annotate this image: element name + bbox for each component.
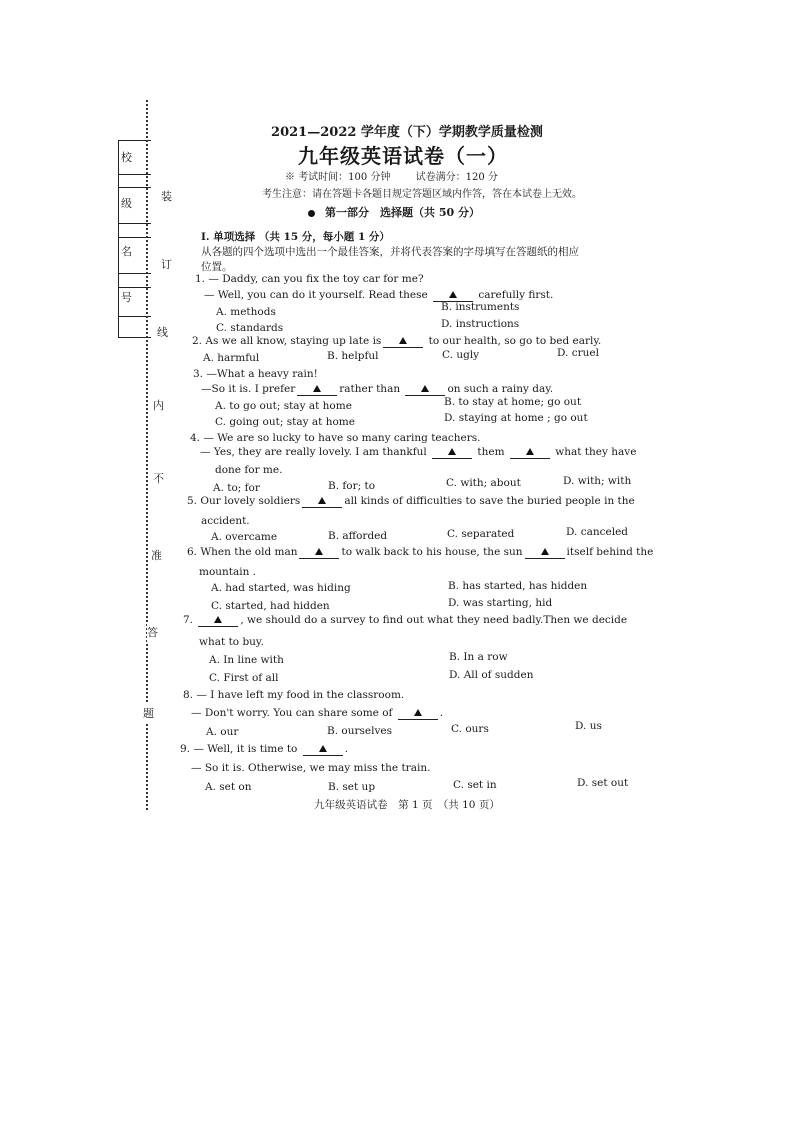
question-7-option-b: B. In a row <box>449 651 508 663</box>
page-footer: 九年级英语试卷 第 1 页 （共 10 页） <box>314 799 500 811</box>
triangle-icon <box>526 448 534 455</box>
question-4-stem <box>215 464 282 476</box>
stem-text: rather than <box>339 383 404 395</box>
binding-char: 订 <box>161 254 172 274</box>
stem-text: to walk back to his house, the sun <box>341 546 523 558</box>
triangle-icon <box>315 548 323 555</box>
section-instruction: 位置。 <box>201 261 233 273</box>
question-8-option-d: D. us <box>575 720 602 732</box>
stem-text: — Yes, they are really lovely. I am thankful <box>200 446 431 458</box>
answer-blank <box>297 385 337 396</box>
info-label-name: 名 <box>121 245 132 258</box>
stem-text: itself behind the <box>566 546 654 558</box>
question-3-option-a: A. to go out; stay at home <box>215 400 352 412</box>
stem-text: — So it is. Otherwise, we may miss the train. <box>191 762 431 774</box>
info-label-school: 校 <box>121 151 132 164</box>
triangle-icon <box>319 745 327 752</box>
question-6-option-c: C. started, had hidden <box>211 600 330 612</box>
binding-char: 装 <box>161 186 172 206</box>
question-7-option-c: C. First of all <box>209 672 279 684</box>
binding-char: 不 <box>153 468 164 488</box>
question-3-stem <box>201 383 553 396</box>
part-title: 第一部分 选择题（共 50 分） <box>325 206 480 219</box>
stem-text: done for me. <box>215 464 283 476</box>
question-3-stem <box>193 368 318 380</box>
question-1-stem <box>195 273 424 285</box>
info-label-number: 号 <box>121 291 132 304</box>
question-1-option-a: A. methods <box>216 306 276 318</box>
triangle-icon <box>318 497 326 504</box>
question-9-option-b: B. set up <box>328 781 376 793</box>
question-7-stem <box>199 636 264 648</box>
question-4-option-c: C. with; about <box>446 477 521 489</box>
question-3-option-b: B. to stay at home; go out <box>444 396 582 408</box>
triangle-icon <box>414 709 422 716</box>
question-2-stem <box>192 335 601 348</box>
stem-text: 7. <box>183 614 197 626</box>
binding-char: 内 <box>153 395 164 415</box>
question-9-option-d: D. set out <box>577 777 629 789</box>
question-9-option-c: C. set in <box>453 779 497 791</box>
question-1-option-b: B. instruments <box>441 301 520 313</box>
section-instruction: 从各题的四个选项中选出一个最佳答案，并将代表答案的字母填写在答题纸的相应 <box>201 246 579 258</box>
stem-text: 1. — Daddy, can you fix the toy car for me? <box>195 273 424 285</box>
question-4-option-d: D. with; with <box>563 475 632 487</box>
stem-text: — Don't worry. You can share some of <box>191 707 396 719</box>
question-1-option-c: C. standards <box>216 322 284 334</box>
question-5-stem <box>187 495 635 508</box>
stem-text: , we should do a survey to find out what they need badly.Then we decide <box>240 614 628 626</box>
question-8-option-b: B. ourselves <box>327 725 392 737</box>
stem-text: . <box>439 707 444 719</box>
question-8-stem <box>191 707 443 720</box>
stem-text: 9. — Well, it is time to <box>180 743 301 755</box>
question-7-option-d: D. All of sudden <box>449 669 534 681</box>
exam-title: 九年级英语试卷（一） <box>298 144 508 168</box>
binding-char: 答 <box>147 622 158 642</box>
exam-time: ※ 考试时间：100 分钟 <box>285 172 391 183</box>
question-5-option-d: D. canceled <box>566 526 629 538</box>
question-2-option-d: D. cruel <box>557 347 599 359</box>
question-4-stem <box>190 432 481 444</box>
triangle-icon <box>541 548 549 555</box>
question-9-option-a: A. set on <box>205 781 252 793</box>
question-4-option-b: B. for; to <box>328 480 376 492</box>
stem-text: mountain . <box>199 566 257 578</box>
question-2-option-b: B. helpful <box>327 350 379 362</box>
binding-char: 准 <box>151 545 162 565</box>
stem-text: 8. — I have left my food in the classroom. <box>183 689 405 701</box>
binding-char: 线 <box>157 322 168 342</box>
question-9-stem <box>191 762 430 774</box>
question-6-option-b: B. has started, has hidden <box>448 580 588 592</box>
question-6-option-d: D. was starting, hid <box>448 597 553 609</box>
triangle-icon <box>313 385 321 392</box>
answer-blank <box>383 337 423 348</box>
stem-text: to our health, so go to bed early. <box>425 335 602 347</box>
question-6-option-a: A. had started, was hiding <box>211 582 351 594</box>
stem-text: accident. <box>201 515 250 527</box>
triangle-icon <box>214 616 222 623</box>
answer-blank <box>510 448 550 459</box>
question-2-option-a: A. harmful <box>203 352 260 364</box>
question-2-option-c: C. ugly <box>442 349 480 361</box>
triangle-icon <box>449 291 457 298</box>
stem-text: 3. —What a heavy rain! <box>193 368 318 380</box>
question-4-stem <box>200 446 636 459</box>
question-9-stem <box>180 743 348 756</box>
stem-text: 6. When the old man <box>187 546 298 558</box>
answer-blank <box>303 745 343 756</box>
question-7-stem <box>183 614 627 627</box>
answer-blank <box>302 497 342 508</box>
stem-text: what they have <box>551 446 637 458</box>
question-7-option-a: A. In line with <box>209 654 284 666</box>
triangle-icon <box>448 448 456 455</box>
question-4-option-a: A. to; for <box>213 482 260 494</box>
triangle-icon <box>421 385 429 392</box>
question-3-option-c: C. going out; stay at home <box>215 416 355 428</box>
answer-blank <box>299 548 339 559</box>
question-3-option-d: D. staying at home ; go out <box>444 412 588 424</box>
answer-blank <box>198 616 238 627</box>
answer-blank <box>525 548 565 559</box>
exam-meta <box>285 168 520 183</box>
bullet-icon <box>308 210 315 217</box>
question-8-stem <box>183 689 404 701</box>
stem-text: them <box>474 446 508 458</box>
answer-blank <box>432 448 472 459</box>
question-6-stem <box>187 546 653 559</box>
exam-score: 试卷满分：120 分 <box>415 172 498 183</box>
stem-text: on such a rainy day. <box>447 383 554 395</box>
stem-text: what to buy. <box>199 636 264 648</box>
question-5-option-b: B. afforded <box>328 530 388 542</box>
section-title: Ⅰ. 单项选择 （共 15 分，每小题 1 分） <box>201 231 390 243</box>
question-8-option-c: C. ours <box>451 723 489 735</box>
stem-text: —So it is. I prefer <box>201 383 296 395</box>
stem-text: all kinds of difficulties to save the buried people in the <box>344 495 635 507</box>
question-5-option-c: C. separated <box>447 528 515 540</box>
question-1-option-d: D. instructions <box>441 318 520 330</box>
question-5-stem <box>201 515 250 527</box>
stem-text: . <box>344 743 349 755</box>
stem-text: 2. As we all know, staying up late is <box>192 335 382 347</box>
stem-text: 5. Our lovely soldiers <box>187 495 301 507</box>
question-6-stem <box>199 566 256 578</box>
stem-text: — Well, you can do it yourself. Read these <box>204 289 432 301</box>
triangle-icon <box>399 337 407 344</box>
question-8-option-a: A. our <box>206 726 239 738</box>
info-label-class: 级 <box>121 197 132 210</box>
answer-blank <box>398 709 438 720</box>
question-5-option-a: A. overcame <box>211 531 278 543</box>
stem-text: 4. — We are so lucky to have so many caring teachers. <box>190 432 481 444</box>
exam-term: 2021—2022 学年度（下）学期教学质量检测 <box>271 125 543 140</box>
exam-notice: 考生注意：请在答题卡各题目规定答题区域内作答，答在本试卷上无效。 <box>262 189 582 200</box>
answer-blank <box>405 385 445 396</box>
part-heading <box>308 204 480 220</box>
stem-text: carefully first. <box>475 289 554 301</box>
binding-char: 题 <box>143 703 154 723</box>
